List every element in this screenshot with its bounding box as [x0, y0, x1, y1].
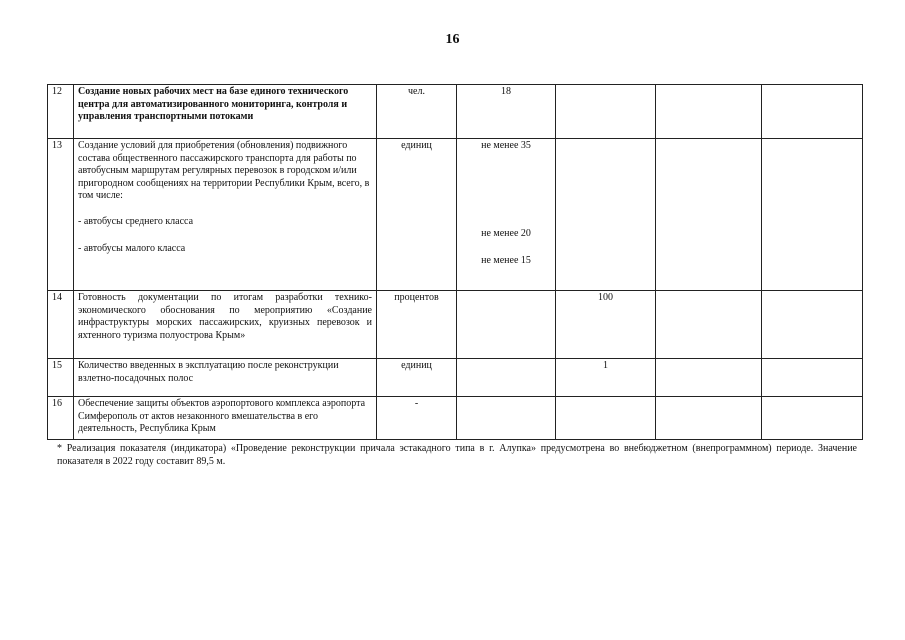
row-number: 13 [48, 139, 74, 291]
unit-cell: единиц [377, 139, 457, 291]
value-cell [457, 139, 556, 291]
empty-cell [656, 397, 762, 440]
unit-cell: единиц [377, 359, 457, 397]
empty-cell [656, 291, 762, 359]
row-number: 14 [48, 291, 74, 359]
table-row [48, 291, 863, 359]
unit-cell: - [377, 397, 457, 440]
table-row [48, 139, 863, 291]
empty-cell [762, 359, 863, 397]
value-cell [457, 291, 556, 359]
table-row [48, 359, 863, 397]
unit-cell: процентов [377, 291, 457, 359]
value-cell [457, 397, 556, 440]
indicator-name: Количество введенных в эксплуатацию после реконструкции взлетно-посадочных полос [74, 359, 377, 397]
empty-cell [656, 359, 762, 397]
indicators-table [47, 84, 863, 440]
value-cell [556, 85, 656, 139]
footnote: * Реализация показателя (индикатора) «Проведение реконструкции причала эстакадного типа в г. Алупка» предусмотрена во внебюджетном (внепрограммном) периоде. Значение показателя в 2022 году составит 89,5 м. [57, 443, 857, 467]
indicator-name: Создание новых рабочих мест на базе единого технического центра для автоматизированного мониторинга, контроля и управления транспортными потоками [74, 85, 377, 139]
page-number: 16 [445, 32, 460, 47]
empty-cell [656, 85, 762, 139]
table-row [48, 85, 863, 139]
value-cell [457, 359, 556, 397]
empty-cell [656, 139, 762, 291]
sub-indicator-medium-buses: - автобусы среднего класса [78, 215, 194, 227]
small-buses-value: не менее 15 [481, 255, 531, 266]
indicator-cell [74, 139, 377, 291]
indicator-name: Создание условий для приобретения (обновления) подвижного состава общественного пассажирского транспорта для работы по автобусным маршрутам регулярных перевозок в городском и/или пригородном сообщениях на территории Республики Крым, всего, в том числе: [78, 140, 370, 201]
unit-cell: чел. [377, 85, 457, 139]
indicator-name: Готовность документации по итогам разработки технико-экономического обоснования по мероприятию «Создание инфраструктуры морских пассажирских, круизных перевозок и яхтенного туризма полуострова Крым» [74, 291, 377, 359]
sub-indicator-small-buses: - автобусы малого класса [78, 243, 186, 254]
indicator-name: Обеспечение защиты объектов аэропортового комплекса аэропорта Симферополь от актов незаконного вмешательства в его деятельность, Республика Крым [74, 397, 377, 440]
empty-cell [762, 139, 863, 291]
row-number: 16 [48, 397, 74, 440]
total-value: не менее 35 [481, 140, 531, 151]
empty-cell [556, 139, 656, 291]
empty-cell [762, 397, 863, 440]
row-number: 15 [48, 359, 74, 397]
value-cell: 100 [556, 291, 656, 359]
value-cell: 18 [457, 85, 556, 139]
medium-buses-value: не менее 20 [481, 227, 531, 239]
value-cell: 1 [556, 359, 656, 397]
empty-cell [762, 85, 863, 139]
table-row [48, 397, 863, 440]
empty-cell [762, 291, 863, 359]
value-cell [556, 397, 656, 440]
row-number: 12 [48, 85, 74, 139]
